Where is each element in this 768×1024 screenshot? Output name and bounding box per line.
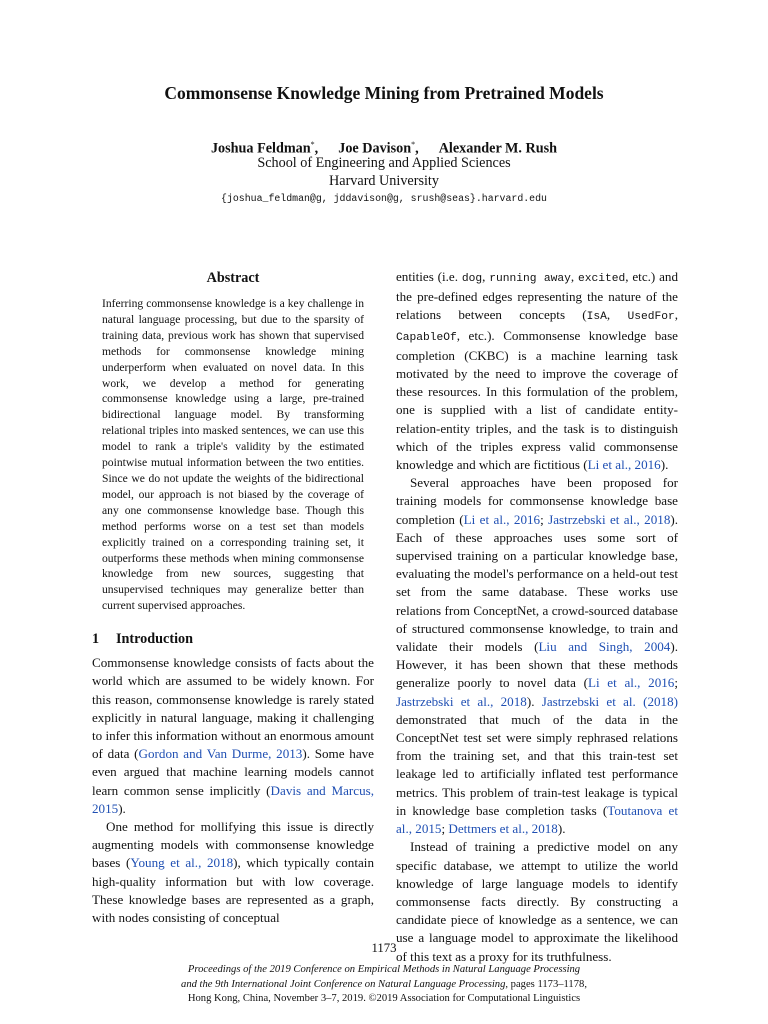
citation-link[interactable]: Gordon and Van Durme, 2013: [138, 746, 303, 762]
author-list: Joshua Feldman*, Joe Davison*, Alexander M. Rush: [210, 140, 558, 157]
separator: ,: [606, 307, 628, 323]
example-relation: CapableOf: [396, 331, 457, 344]
citation-link[interactable]: Li et al., 2016: [587, 675, 675, 691]
paragraph-text: ).: [660, 457, 669, 473]
footer-line-1: Proceedings of the 2019 Conference on Empirical Methods in Natural Language Processing: [187, 964, 581, 975]
paragraph-text: ). However, it has been shown that these methods generalize poorly to novel data (: [396, 639, 678, 691]
paragraph-text: One method for mollifying this issue is directly augmenting models with commonsense knowledge bases (: [92, 818, 374, 871]
abstract-heading: Abstract: [206, 270, 260, 286]
paragraph-text: Commonsense knowledge consists of facts about the world which are assumed to be widely known. For this reason, commonsense knowledge is rarely stated explicitly in natural language, making it challenging to infer this information without an enormous amount of data (: [92, 655, 374, 762]
footer-pages: , pages 1173–1178,: [505, 978, 587, 990]
author-emails: [0, 190, 768, 207]
author-mark: *: [411, 140, 416, 149]
paragraph-text: ).: [118, 800, 126, 816]
right-paragraph-3: Instead of training a predictive model on any specific database, we attempt to utilize the world knowledge of large language models to identify commonsense facts directly. By constructing a candidate piece of knowledge as a sentence, we can use a language model to approximate the likelihood of this text as a proxy for its truthfulness.: [396, 839, 678, 964]
paragraph-text: entities (i.e.: [396, 269, 462, 284]
citation-link[interactable]: Jastrzebski et al. (2018): [541, 693, 678, 709]
citation-link[interactable]: Davis and Marcus, 2015: [92, 782, 374, 816]
paragraph-text: ).: [557, 821, 566, 837]
citation-link[interactable]: Li et al., 2016: [463, 511, 541, 527]
separator: ,: [570, 269, 578, 284]
email-text: {joshua_feldman@g, jddavison@g, srush@seas}.harvard.edu: [221, 193, 547, 204]
separator: ;: [540, 511, 549, 527]
paragraph-text: , etc.) and the pre-defined edges representing the nature of the relations between concepts (: [396, 269, 679, 323]
proceedings-footer: [0, 963, 768, 1007]
author-name: Joshua Feldman: [210, 140, 311, 157]
separator: ,: [674, 307, 678, 323]
paragraph-text: ). Some have even argued that machine learning models cannot learn common sense implicitly (: [92, 746, 374, 798]
separator: ;: [674, 675, 678, 691]
citation-link[interactable]: Young et al., 2018: [130, 855, 234, 871]
abstract-text: Inferring commonsense knowledge is a key challenge in natural language processing, but due to the sparsity of training data, previous work has shown that supervised methods for commonsense knowledge mining underperform when evaluated on novel data. In this work, we develop a method for generating commonsense knowledge using a large, pre-trained bidirectional language model. By transforming relational triples into masked sentences, we can use this model to rank a triple's validity by the estimated pointwise mutual information between the two entities. Since we do not update the weights of the bidirectional model, our approach is not biased by the coverage of any one commonsense knowledge base. Though this method performs worse on a test set than models explicitly trained on a corresponding training set, it outperforms these methods when mining commonsense knowledge from new sources, suggesting that unsupervised techniques may generalize better than current supervised approaches.: [102, 297, 364, 613]
paragraph-text: , etc.). Commonsense knowledge base completion (CKBC) is a machine learning task motivated by the need to improve the coverage of these resources. In this formulation of the problem, one is supplied with a list of candidate entity-relation-entity triples, and the task is to distinguish which of the triples express valid commonsense knowledge and which are fictitious (: [396, 327, 678, 473]
page-number: 1173: [371, 941, 397, 955]
separator: ,: [482, 269, 490, 284]
citation-link[interactable]: Jastrzebski et al., 2018: [548, 511, 671, 527]
section-number: 1: [92, 631, 100, 648]
left-column: [92, 268, 374, 927]
paragraph-text: ), which typically contain high-quality information but with low coverage. These knowledge bases are represented as a graph, with nodes consisting of conceptual: [92, 855, 374, 925]
citation-link[interactable]: Jastrzebski et al., 2018: [396, 693, 527, 709]
right-paragraph-2: [396, 474, 678, 838]
affiliation-school: School of Engineering and Applied Sciences: [257, 155, 511, 171]
example-entity: dog: [461, 273, 483, 285]
paragraph-text: ).: [526, 693, 542, 709]
citation-link[interactable]: Li et al., 2016: [587, 457, 661, 473]
citation-link[interactable]: Dettmers et al., 2018: [448, 821, 558, 837]
example-entity: excited: [577, 273, 626, 285]
paper-title: Commonsense Knowledge Mining from Pretrained Models: [164, 83, 604, 103]
citation-link[interactable]: Toutanova et al., 2015: [396, 802, 678, 837]
paragraph-text: Several approaches have been proposed for training models for commonsense knowledge base completion (: [396, 475, 678, 527]
example-relation: IsA: [586, 311, 607, 324]
author-mark: *: [310, 140, 315, 149]
separator: ;: [441, 821, 449, 837]
section-heading-introduction: [92, 629, 374, 649]
right-column: [396, 268, 678, 966]
intro-paragraph-2: [92, 818, 374, 927]
right-paragraph-1: [396, 268, 678, 474]
paragraph-text: demonstrated that much of the data in the ConceptNet test set were simply rephrased relations from the training set, and that this train-test set leakage led to artificially inflated test performance metrics. This problem of train-test leakage is typical in knowledge base completion tasks (: [396, 711, 678, 818]
footer-line-3: Hong Kong, China, November 3–7, 2019. ©2019 Association for Computational Linguistics: [187, 993, 581, 1004]
citation-link[interactable]: Liu and Singh, 2004: [538, 639, 671, 655]
affiliation-university: Harvard University: [329, 173, 439, 189]
example-entity: running away: [489, 273, 571, 285]
paragraph-text: ). Each of these approaches uses some sort of supervised training on a particular knowledge base, evaluating the model's performance on a held-out test set from the same database. These works use relations from ConceptNet, a crowd-sourced database of structured commonsense knowledge, to train and validate their models (: [396, 511, 679, 655]
section-title: Introduction: [116, 631, 193, 648]
example-relation: UsedFor: [627, 311, 675, 324]
author-name: Alexander M. Rush: [438, 140, 558, 157]
footer-line-2: [0, 978, 768, 993]
footer-conference: and the 9th International Joint Conference on Natural Language Processing: [181, 978, 506, 990]
author-name: Joe Davison: [338, 140, 412, 157]
intro-paragraph-1: [92, 654, 374, 818]
